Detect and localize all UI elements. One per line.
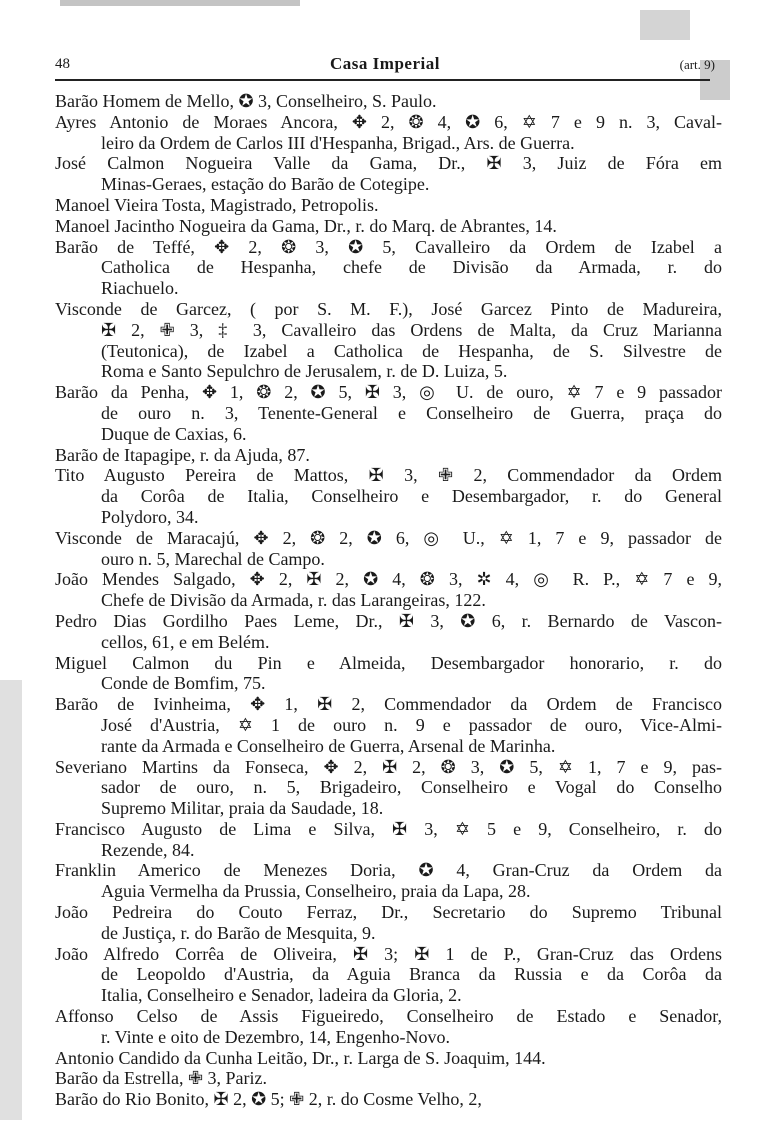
page-header <box>55 54 715 78</box>
entry-continuation-line: leiro da Ordem de Carlos III d'Hespanha, Brigad., Ars. de Guerra. <box>101 132 575 153</box>
directory-entry <box>55 902 722 944</box>
directory-entry <box>55 757 722 819</box>
entry-continuation-line: r. Vinte e oito de Dezembro, 14, Engenho-Novo. <box>101 1026 451 1047</box>
entry-continuation-line: (Teutonica), de Izabel a Catholica de Hespanha, de S. Silvestre de <box>101 340 722 361</box>
entry-first-line: Barão de Teffé, ✥ 2, ❂ 3, ✪ 5, Cavalleiro da Ordem de Izabel a <box>55 236 722 257</box>
entry-first-line: Pedro Dias Gordilho Paes Leme, Dr., ✠ 3, ✪ 6, r. Bernardo de Vascon- <box>55 610 722 631</box>
directory-entry <box>55 153 722 195</box>
entry-continuation-line: Minas-Geraes, estação do Barão de Cotegipe. <box>101 174 430 195</box>
directory-entry <box>55 445 722 466</box>
directory-entry <box>55 1089 722 1110</box>
entry-continuation-line: Catholica de Hespanha, chefe de Divisão da Armada, r. do <box>101 257 722 278</box>
entry-continuation-line: Conde de Bomfim, 75. <box>101 673 266 694</box>
entry-first-line: João Alfredo Corrêa de Oliveira, ✠ 3; ✠ 1 de P., Gran-Cruz das Ordens <box>55 943 722 964</box>
entry-first-line: Barão de Itapagipe, r. da Ajuda, 87. <box>55 444 310 465</box>
directory-entry <box>55 237 722 299</box>
entry-first-line: Antonio Candido da Cunha Leitão, Dr., r. Larga de S. Joaquim, 144. <box>55 1047 546 1068</box>
entry-first-line: Tito Augusto Pereira de Mattos, ✠ 3, ✙ 2, Commendador da Ordem <box>55 465 722 486</box>
directory-entry <box>55 195 722 216</box>
entry-first-line: Visconde de Garcez, ( por S. M. F.), José Garcez Pinto de Madureira, <box>55 298 722 319</box>
entry-first-line: Barão Homem de Mello, ✪ 3, Conselheiro, S. Paulo. <box>55 91 437 111</box>
entry-first-line: Miguel Calmon du Pin e Almeida, Desembargador honorario, r. do <box>55 652 722 673</box>
entry-continuation-line: da Corôa de Italia, Conselheiro e Desembargador, r. do General <box>101 486 722 507</box>
header-rule <box>55 79 710 81</box>
directory-entry <box>55 860 722 902</box>
directory-entry <box>55 819 722 861</box>
entry-continuation-line: Italia, Conselheiro e Senador, ladeira da Gloria, 2. <box>101 985 462 1006</box>
directory-entry <box>55 694 722 756</box>
entry-continuation-line: de ouro n. 3, Tenente-General e Conselheiro de Guerra, praça do <box>101 402 722 423</box>
directory-entry <box>55 299 722 382</box>
page-number: 48 <box>55 56 70 72</box>
entry-continuation-line: Supremo Militar, praia da Saudade, 18. <box>101 798 384 819</box>
entry-continuation-line: Polydoro, 34. <box>101 506 199 527</box>
entry-continuation-line: de Leopoldo d'Austria, da Aguia Branca da Russia e da Corôa da <box>101 964 722 985</box>
entry-continuation-line: cellos, 61, e em Belém. <box>101 631 270 652</box>
entry-continuation-line: Rezende, 84. <box>101 839 195 860</box>
section-reference: (art. 9) <box>679 57 715 72</box>
entry-first-line: Francisco Augusto de Lima e Silva, ✠ 3, ✡ 5 e 9, Conselheiro, r. do <box>55 818 722 839</box>
directory-entry <box>55 569 722 611</box>
entry-first-line: Barão de Ivinheima, ✥ 1, ✠ 2, Commendador da Ordem de Francisco <box>55 694 722 715</box>
entry-first-line: João Pedreira do Couto Ferraz, Dr., Secretario do Supremo Tribunal <box>55 902 722 923</box>
directory-entry <box>55 1048 722 1069</box>
directory-entry <box>55 1006 722 1048</box>
entry-first-line: José Calmon Nogueira Valle da Gama, Dr., ✠ 3, Juiz de Fóra em <box>55 153 722 174</box>
directory-entry <box>55 944 722 1006</box>
directory-entry <box>55 216 722 237</box>
directory-entry <box>55 382 722 444</box>
directory-entry <box>55 611 722 653</box>
directory-entry <box>55 1068 722 1089</box>
entry-first-line: Affonso Celso de Assis Figueiredo, Conselheiro de Estado e Senador, <box>55 1006 722 1027</box>
entry-continuation-line: ouro n. 5, Marechal de Campo. <box>101 548 325 569</box>
entry-continuation-line: Duque de Caxias, 6. <box>101 423 247 444</box>
entry-first-line: Barão da Estrella, ✙ 3, Pariz. <box>55 1068 268 1089</box>
entry-first-line: João Mendes Salgado, ✥ 2, ✠ 2, ✪ 4, ❂ 3, ✲ 4, ◎ R. P., ✡ 7 e 9, <box>55 569 722 590</box>
entry-continuation-line: Aguia Vermelha da Prussia, Conselheiro, praia da Lapa, 28. <box>101 881 531 902</box>
entry-continuation-line: Riachuelo. <box>101 278 179 299</box>
entry-first-line: Severiano Martins da Fonseca, ✥ 2, ✠ 2, ❂ 3, ✪ 5, ✡ 1, 7 e 9, pas- <box>55 756 722 777</box>
entries-list <box>55 91 722 1110</box>
entry-continuation-line: ✠ 2, ✙ 3, ‡ 3, Cavalleiro das Ordens de Malta, da Cruz Marianna <box>101 319 722 340</box>
directory-entry <box>55 112 722 154</box>
entry-continuation-line: Roma e Santo Sepulchro de Jerusalem, r. de D. Luiza, 5. <box>101 361 508 382</box>
entry-first-line: Manoel Jacintho Nogueira da Gama, Dr., r. do Marq. de Abrantes, 14. <box>55 215 557 236</box>
directory-entry <box>55 653 722 695</box>
directory-entry <box>55 91 722 112</box>
entry-first-line: Franklin Americo de Menezes Doria, ✪ 4, Gran-Cruz da Ordem da <box>55 860 722 881</box>
entry-continuation-line: sador de ouro, n. 5, Brigadeiro, Conselheiro e Vogal do Conselho <box>101 777 722 798</box>
entry-first-line: Barão da Penha, ✥ 1, ❂ 2, ✪ 5, ✠ 3, ◎ U. de ouro, ✡ 7 e 9 passador <box>55 382 722 403</box>
entry-first-line: Barão do Rio Bonito, ✠ 2, ✪ 5; ✙ 2, r. do Cosme Velho, 2, <box>55 1089 482 1110</box>
directory-entry <box>55 528 722 570</box>
entry-first-line: Visconde de Maracajú, ✥ 2, ❂ 2, ✪ 6, ◎ U., ✡ 1, 7 e 9, passador de <box>55 527 722 548</box>
entry-continuation-line: Chefe de Divisão da Armada, r. das Larangeiras, 122. <box>101 590 486 611</box>
entry-continuation-line: José d'Austria, ✡ 1 de ouro n. 9 e passador de ouro, Vice-Almi- <box>101 714 722 735</box>
page-title: Casa Imperial <box>330 54 440 73</box>
entry-first-line: Manoel Vieira Tosta, Magistrado, Petropolis. <box>55 194 379 215</box>
entry-first-line: Ayres Antonio de Moraes Ancora, ✥ 2, ❂ 4, ✪ 6, ✡ 7 e 9 n. 3, Caval- <box>55 111 722 132</box>
entry-continuation-line: de Justiça, r. do Barão de Mesquita, 9. <box>101 922 376 943</box>
entry-continuation-line: rante da Armada e Conselheiro de Guerra, Arsenal de Marinha. <box>101 735 556 756</box>
directory-entry <box>55 465 722 527</box>
